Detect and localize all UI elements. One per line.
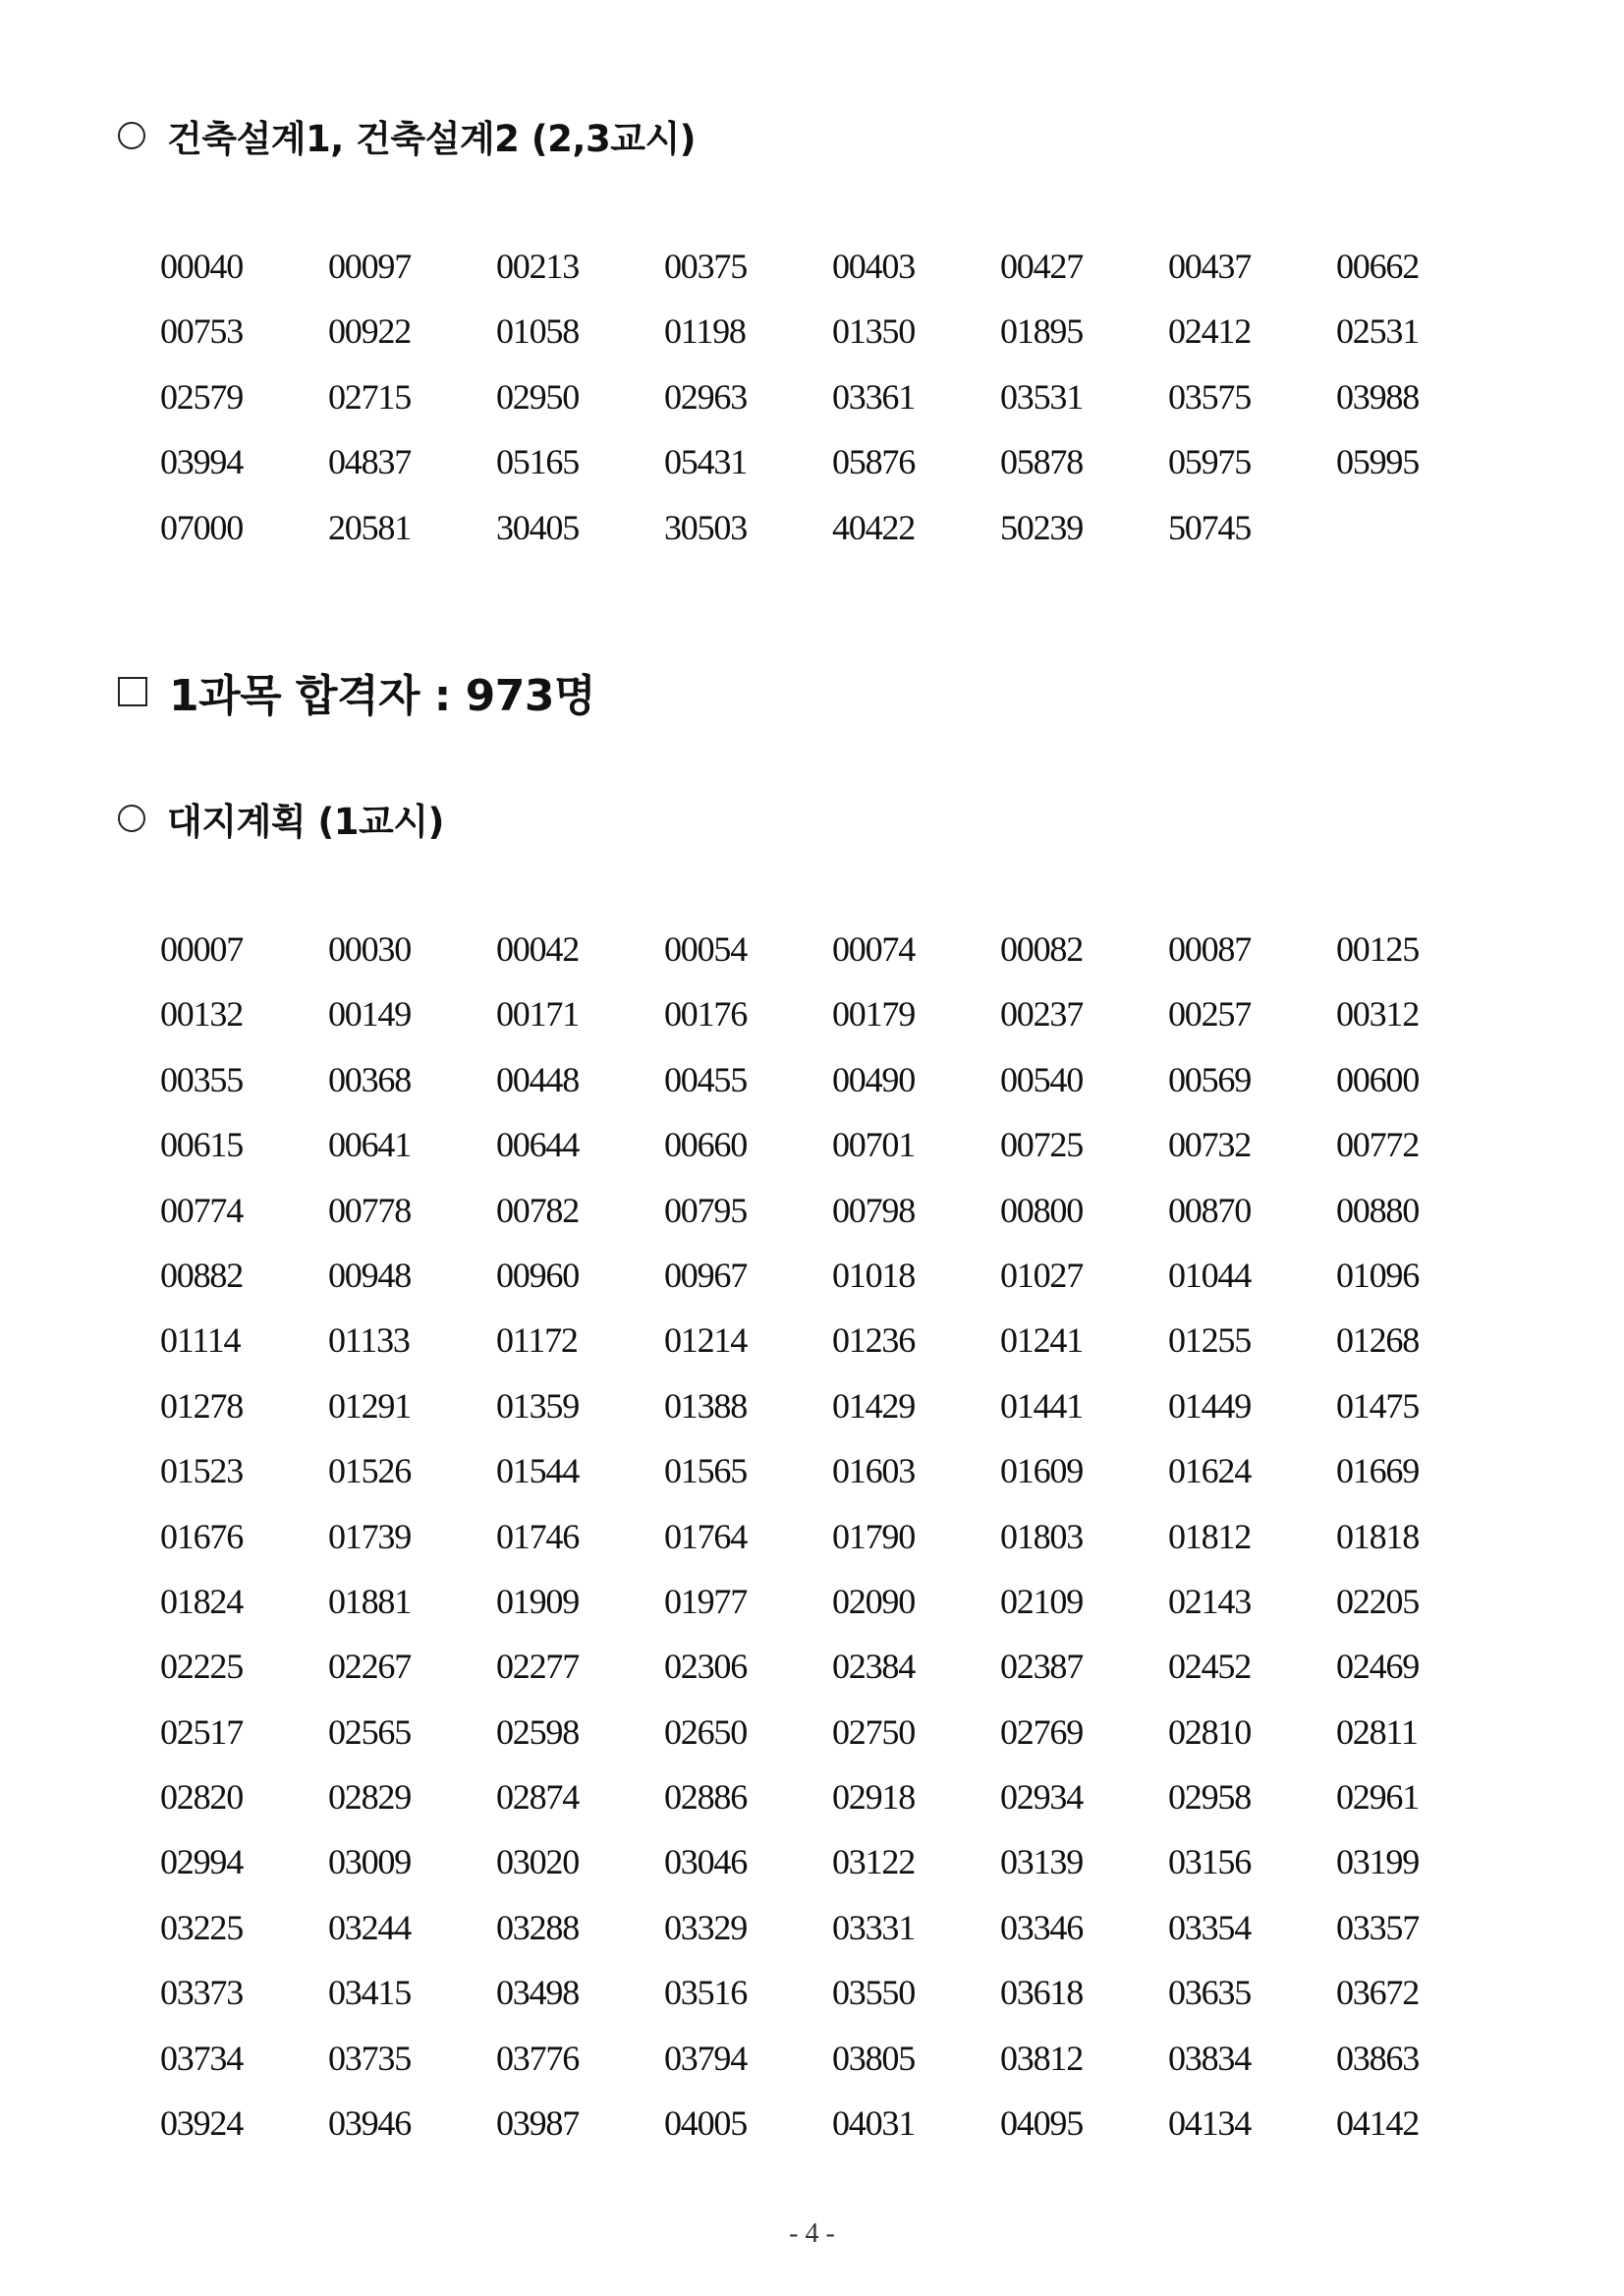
passer-number: 01278 xyxy=(160,1385,244,1426)
passer-number: 04095 xyxy=(1000,2103,1084,2144)
passer-number: 03373 xyxy=(160,1973,244,2013)
passer-number: 01764 xyxy=(664,1516,748,1556)
passer-number: 03139 xyxy=(1000,1842,1084,1882)
passer-number: 02384 xyxy=(832,1647,916,1687)
passer-number: 01236 xyxy=(832,1320,916,1361)
passer-number: 03531 xyxy=(1000,376,1084,417)
passer-number: 02531 xyxy=(1336,311,1420,352)
passer-number: 00774 xyxy=(160,1190,244,1230)
passer-number: 02715 xyxy=(328,376,412,417)
passer-number: 01565 xyxy=(664,1451,748,1491)
passer-number: 00312 xyxy=(1336,994,1420,1035)
passer-number: 01609 xyxy=(1000,1451,1084,1491)
passer-number: 02820 xyxy=(160,1777,244,1818)
passer-number: 02579 xyxy=(160,376,244,417)
passer-number: 02109 xyxy=(1000,1581,1084,1621)
square-bullet-icon xyxy=(118,677,147,706)
passer-number: 05995 xyxy=(1336,442,1420,482)
passer-number: 04142 xyxy=(1336,2103,1420,2144)
passer-number: 00753 xyxy=(160,311,244,352)
passer-number: 07000 xyxy=(160,507,244,547)
passer-number: 02994 xyxy=(160,1842,244,1882)
passer-number: 02934 xyxy=(1000,1777,1084,1818)
passer-number: 00922 xyxy=(328,311,412,352)
section-title: 건축설계1, 건축설계2 (2,3교시) xyxy=(167,118,697,160)
passer-number: 00701 xyxy=(832,1125,916,1165)
passer-number: 00355 xyxy=(160,1059,244,1099)
passer-number: 03346 xyxy=(1000,1907,1084,1947)
passer-number: 01172 xyxy=(496,1320,578,1361)
passer-number: 02810 xyxy=(1168,1711,1252,1752)
passer-number: 03020 xyxy=(496,1842,580,1882)
passer-number: 01739 xyxy=(328,1516,412,1556)
passer-number: 03225 xyxy=(160,1907,244,1947)
passer-number: 03516 xyxy=(664,1973,748,2013)
passer-number: 03735 xyxy=(328,2038,412,2078)
passer-number: 03988 xyxy=(1336,376,1420,417)
passer-number: 02412 xyxy=(1168,311,1252,352)
passer-number: 04134 xyxy=(1168,2103,1252,2144)
passer-number: 02918 xyxy=(832,1777,916,1818)
passer-number: 03361 xyxy=(832,376,916,417)
passer-number: 00125 xyxy=(1336,929,1420,969)
passer-number: 00437 xyxy=(1168,247,1252,286)
passer-number: 00782 xyxy=(496,1190,580,1230)
passer-number: 02387 xyxy=(1000,1647,1084,1687)
passer-number: 00795 xyxy=(664,1190,748,1230)
passer-number: 00662 xyxy=(1336,247,1420,286)
passer-number: 02811 xyxy=(1336,1711,1418,1752)
passer-number: 01895 xyxy=(1000,311,1084,352)
passer-number: 00880 xyxy=(1336,1190,1420,1230)
passer-number: 02090 xyxy=(832,1581,916,1621)
passer-number: 00960 xyxy=(496,1255,580,1295)
passer-number: 01818 xyxy=(1336,1516,1420,1556)
section-heading-architectural-design xyxy=(118,111,696,160)
passer-number: 02958 xyxy=(1168,1777,1252,1818)
passer-number: 00074 xyxy=(832,929,916,969)
passer-number: 03575 xyxy=(1168,376,1252,417)
passer-number: 01018 xyxy=(832,1255,916,1295)
passer-number: 05878 xyxy=(1000,442,1084,482)
passer-number: 00375 xyxy=(664,247,748,286)
passer-number: 01114 xyxy=(160,1320,241,1361)
passer-number: 02517 xyxy=(160,1711,244,1752)
passer-number: 02886 xyxy=(664,1777,748,1818)
passer-number: 01388 xyxy=(664,1385,748,1426)
passer-number: 03812 xyxy=(1000,2038,1084,2078)
passer-number: 05975 xyxy=(1168,442,1252,482)
passer-number: 00082 xyxy=(1000,929,1084,969)
passer-number: 00948 xyxy=(328,1255,412,1295)
passer-number: 01133 xyxy=(328,1320,410,1361)
circle-bullet-icon xyxy=(118,122,145,149)
passer-number: 00403 xyxy=(832,247,916,286)
passer-number: 04837 xyxy=(328,442,412,482)
passer-number: 03834 xyxy=(1168,2038,1252,2078)
passer-number: 01441 xyxy=(1000,1385,1084,1426)
passer-number: 03805 xyxy=(832,2038,916,2078)
passer-number: 02963 xyxy=(664,376,748,417)
circle-bullet-icon xyxy=(118,805,145,832)
passer-number: 00732 xyxy=(1168,1125,1252,1165)
passer-number: 00427 xyxy=(1000,247,1084,286)
passer-number: 02565 xyxy=(328,1711,412,1752)
passer-number: 01803 xyxy=(1000,1516,1084,1556)
passer-number: 01268 xyxy=(1336,1320,1420,1361)
passer-number: 01790 xyxy=(832,1516,916,1556)
passer-number-grid-site-planning xyxy=(160,917,1504,2156)
passer-number: 03924 xyxy=(160,2103,244,2144)
passer-number: 02452 xyxy=(1168,1647,1252,1687)
passer-number: 02950 xyxy=(496,376,580,417)
passer-number: 01812 xyxy=(1168,1516,1252,1556)
section-title: 대지계획 (1교시) xyxy=(167,801,444,843)
passer-number: 01027 xyxy=(1000,1255,1084,1295)
passer-number: 01044 xyxy=(1168,1255,1252,1295)
passer-number: 05431 xyxy=(664,442,748,482)
passer-number: 03156 xyxy=(1168,1842,1252,1882)
passer-number: 00213 xyxy=(496,247,580,286)
passer-number: 04005 xyxy=(664,2103,748,2144)
passer-number: 02267 xyxy=(328,1647,412,1687)
passer-number: 00368 xyxy=(328,1059,412,1099)
passer-number: 00772 xyxy=(1336,1125,1420,1165)
passer-number: 00798 xyxy=(832,1190,916,1230)
passer-number: 00171 xyxy=(496,994,580,1035)
passer-number: 01255 xyxy=(1168,1320,1252,1361)
passer-number: 00087 xyxy=(1168,929,1252,969)
passer-number: 00097 xyxy=(328,247,412,286)
passer-number: 00132 xyxy=(160,994,244,1035)
passer-number: 00179 xyxy=(832,994,916,1035)
passer-number: 20581 xyxy=(328,507,412,547)
passer-number: 03734 xyxy=(160,2038,244,2078)
passer-number: 00448 xyxy=(496,1059,580,1099)
passer-number: 02143 xyxy=(1168,1581,1252,1621)
passer-number: 00615 xyxy=(160,1125,244,1165)
passer-number: 03994 xyxy=(160,442,244,482)
passer-number: 03244 xyxy=(328,1907,412,1947)
section-heading-site-planning xyxy=(118,794,444,843)
passer-number: 01544 xyxy=(496,1451,580,1491)
passer-number: 01526 xyxy=(328,1451,412,1491)
passer-number: 00644 xyxy=(496,1125,580,1165)
passer-number: 02961 xyxy=(1336,1777,1420,1818)
passer-number: 00042 xyxy=(496,929,580,969)
passer-number: 00800 xyxy=(1000,1190,1084,1230)
passer-number: 00641 xyxy=(328,1125,412,1165)
passer-number: 03354 xyxy=(1168,1907,1252,1947)
passer-number: 00490 xyxy=(832,1059,916,1099)
passer-number: 02469 xyxy=(1336,1647,1420,1687)
passer-number: 03672 xyxy=(1336,1973,1420,2013)
passer-number: 01475 xyxy=(1336,1385,1420,1426)
passer-number: 01669 xyxy=(1336,1451,1420,1491)
passer-number: 03046 xyxy=(664,1842,748,1882)
passer-number: 00569 xyxy=(1168,1059,1252,1099)
passer-number: 00030 xyxy=(328,929,412,969)
passer-number: 01096 xyxy=(1336,1255,1420,1295)
passer-number: 01449 xyxy=(1168,1385,1252,1426)
passer-number: 30503 xyxy=(664,507,748,547)
passer-number: 05876 xyxy=(832,442,916,482)
passer-number: 02598 xyxy=(496,1711,580,1752)
passer-number: 02874 xyxy=(496,1777,580,1818)
passer-number: 00778 xyxy=(328,1190,412,1230)
passer-number: 03550 xyxy=(832,1973,916,2013)
passer-number: 00967 xyxy=(664,1255,748,1295)
passer-number: 40422 xyxy=(832,507,916,547)
group-title: 1과목 합격자 : 973명 xyxy=(169,671,596,721)
passer-number: 00237 xyxy=(1000,994,1084,1035)
passer-number: 01198 xyxy=(664,311,746,352)
passer-number: 00257 xyxy=(1168,994,1252,1035)
passer-number: 50239 xyxy=(1000,507,1084,547)
passer-number: 00007 xyxy=(160,929,244,969)
passer-number: 03987 xyxy=(496,2103,580,2144)
passer-number-grid-architectural-design xyxy=(160,234,1504,560)
passer-number: 03122 xyxy=(832,1842,916,1882)
passer-number: 03329 xyxy=(664,1907,748,1947)
passer-number: 01676 xyxy=(160,1516,244,1556)
passer-number: 00600 xyxy=(1336,1059,1420,1099)
passer-number: 05165 xyxy=(496,442,580,482)
passer-number: 00725 xyxy=(1000,1125,1084,1165)
passer-number: 03776 xyxy=(496,2038,580,2078)
passer-number: 00882 xyxy=(160,1255,244,1295)
passer-number: 03331 xyxy=(832,1907,916,1947)
passer-number: 02205 xyxy=(1336,1581,1420,1621)
passer-number: 01359 xyxy=(496,1385,580,1426)
passer-number: 00176 xyxy=(664,994,748,1035)
passer-number: 03498 xyxy=(496,1973,580,2013)
passer-number: 03199 xyxy=(1336,1842,1420,1882)
passer-number: 01909 xyxy=(496,1581,580,1621)
passer-number: 30405 xyxy=(496,507,580,547)
passer-number: 03618 xyxy=(1000,1973,1084,2013)
passer-number: 03415 xyxy=(328,1973,412,2013)
page-number: - 4 - xyxy=(789,2218,835,2249)
passer-number: 01824 xyxy=(160,1581,244,1621)
passer-number: 00455 xyxy=(664,1059,748,1099)
passer-number: 02650 xyxy=(664,1711,748,1752)
passer-number: 01291 xyxy=(328,1385,412,1426)
passer-number: 03863 xyxy=(1336,2038,1420,2078)
passer-number: 00540 xyxy=(1000,1059,1084,1099)
passer-number: 01881 xyxy=(328,1581,412,1621)
passer-number: 03009 xyxy=(328,1842,412,1882)
passer-number: 03794 xyxy=(664,2038,748,2078)
group-heading-one-subject-passers xyxy=(118,664,595,719)
passer-number: 01058 xyxy=(496,311,580,352)
passer-number: 02750 xyxy=(832,1711,916,1752)
passer-number: 01746 xyxy=(496,1516,580,1556)
passer-number: 02769 xyxy=(1000,1711,1084,1752)
passer-number: 04031 xyxy=(832,2103,916,2144)
passer-number: 01603 xyxy=(832,1451,916,1491)
passer-number: 01350 xyxy=(832,311,916,352)
passer-number: 00054 xyxy=(664,929,748,969)
passer-number: 02306 xyxy=(664,1647,748,1687)
passer-number: 00040 xyxy=(160,247,244,286)
passer-number: 03635 xyxy=(1168,1973,1252,2013)
passer-number: 01977 xyxy=(664,1581,748,1621)
passer-number: 03288 xyxy=(496,1907,580,1947)
passer-number: 01624 xyxy=(1168,1451,1252,1491)
passer-number: 03357 xyxy=(1336,1907,1420,1947)
passer-number: 02225 xyxy=(160,1647,244,1687)
passer-number: 50745 xyxy=(1168,507,1252,547)
passer-number: 00660 xyxy=(664,1125,748,1165)
passer-number: 01429 xyxy=(832,1385,916,1426)
passer-number: 01523 xyxy=(160,1451,244,1491)
passer-number: 02829 xyxy=(328,1777,412,1818)
passer-number: 02277 xyxy=(496,1647,580,1687)
passer-number: 00149 xyxy=(328,994,412,1035)
passer-number: 03946 xyxy=(328,2103,412,2144)
passer-number: 01241 xyxy=(1000,1320,1084,1361)
passer-number: 01214 xyxy=(664,1320,748,1361)
passer-number: 00870 xyxy=(1168,1190,1252,1230)
